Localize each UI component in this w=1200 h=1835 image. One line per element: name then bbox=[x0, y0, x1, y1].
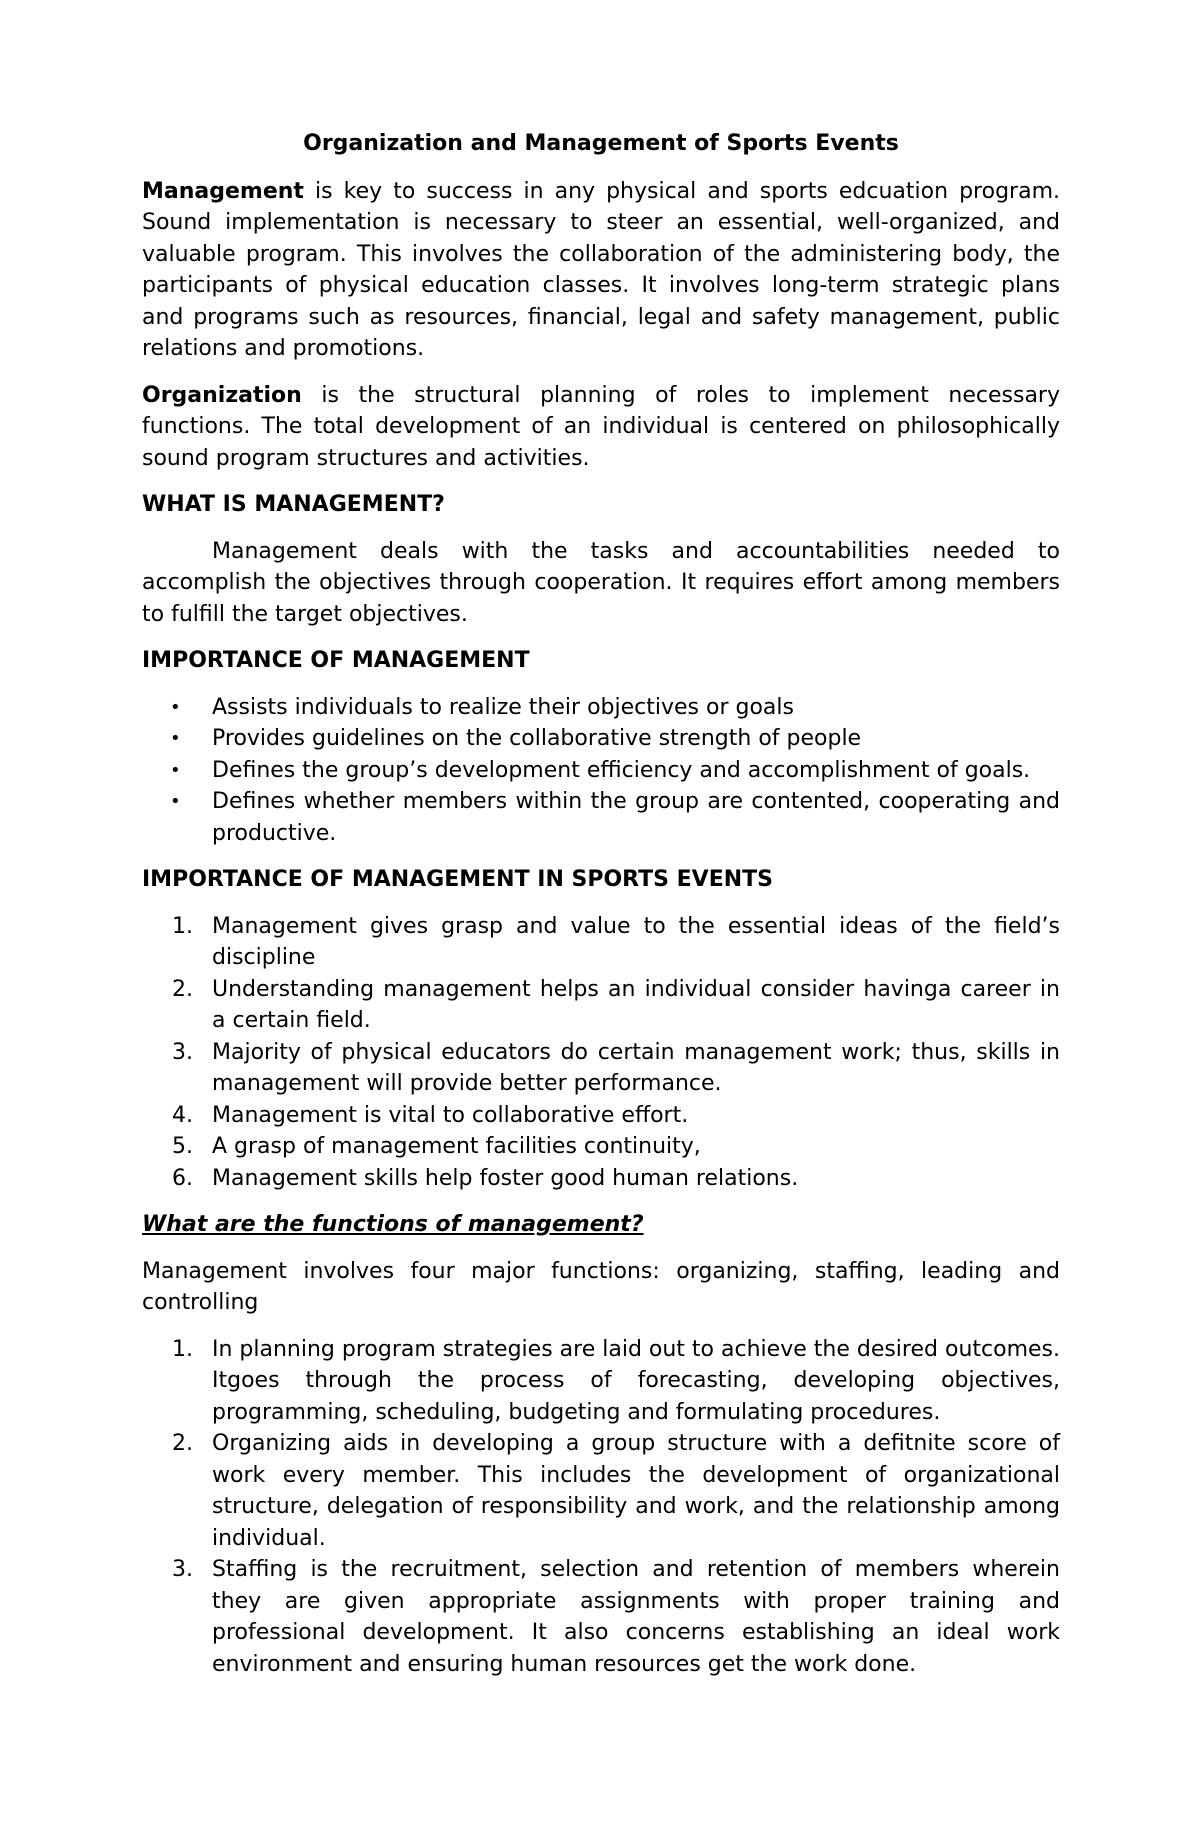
management-paragraph bbox=[142, 176, 1060, 365]
list-number: 4. bbox=[172, 1102, 193, 1128]
document-body bbox=[142, 128, 1060, 1695]
list-item: 2. Understanding management helps an individual consider havinga career in a certain field. bbox=[212, 974, 1060, 1037]
list-number: 1. bbox=[172, 913, 193, 939]
functions-list bbox=[142, 1334, 1060, 1681]
management-text: is key to success in any physical and sports edcuation program. Sound implementation is necessary to steer an essential, well-organized, and valuable program. This involves the collaboration of the administering body, the participants of physical education classes. It involves long-term strategic plans and programs such as resources, financial, legal and safety management, public relations and promotions. bbox=[142, 178, 1060, 361]
bullet-icon: • bbox=[170, 696, 181, 718]
list-item: • Assists individuals to realize their objectives or goals bbox=[212, 692, 1060, 724]
list-item: 4. Management is vital to collaborative effort. bbox=[212, 1100, 1060, 1132]
bullet-icon: • bbox=[170, 791, 181, 812]
list-item: 1. Management gives grasp and value to the essential ideas of the field’s discipline bbox=[212, 911, 1060, 974]
list-number: 2. bbox=[172, 976, 193, 1002]
organization-text: is the structural planning of roles to implement necessary functions. The total development of an individual is centered on philosophically sound program structures and activities. bbox=[142, 382, 1060, 471]
importance-sports-heading: IMPORTANCE OF MANAGEMENT IN SPORTS EVENTS bbox=[142, 867, 773, 892]
list-item: 3. Staffing is the recruitment, selection and retention of members wherein they are given appropriate assignments with proper training and professional development. It also concerns establishing an ideal work environment and ensuring human resources get the work done. bbox=[212, 1554, 1060, 1680]
importance-heading: IMPORTANCE OF MANAGEMENT bbox=[142, 648, 530, 673]
bullet-icon: • bbox=[170, 759, 181, 781]
what-is-management-paragraph: Management deals with the tasks and accountabilities needed to accomplish the objectives through cooperation. It requires effort among members to fulfill the target objectives. bbox=[142, 538, 1060, 627]
list-item: • Defines whether members within the group are contented, cooperating and productive. bbox=[212, 786, 1060, 849]
importance-list bbox=[142, 692, 1060, 850]
management-term: Management bbox=[142, 178, 304, 204]
list-item: 1. In planning program strategies are laid out to achieve the desired outcomes. Itgoes through the process of forecasting, developing objectives, programming, scheduling, budgeting and formulating procedures. bbox=[212, 1334, 1060, 1429]
bullet-icon: • bbox=[170, 728, 181, 749]
functions-intro: Management involves four major functions: organizing, staffing, leading and controlling bbox=[142, 1258, 1060, 1315]
what-is-management-heading: WHAT IS MANAGEMENT? bbox=[142, 492, 445, 517]
functions-heading: What are the functions of management? bbox=[142, 1212, 644, 1237]
list-number: 5. bbox=[172, 1134, 193, 1159]
organization-paragraph bbox=[142, 380, 1060, 475]
list-number: 6. bbox=[172, 1165, 193, 1191]
list-number: 3. bbox=[172, 1557, 193, 1582]
list-item: 6. Management skills help foster good human relations. bbox=[212, 1163, 1060, 1195]
list-number: 3. bbox=[172, 1039, 193, 1065]
list-item: 5. A grasp of management facilities continuity, bbox=[212, 1131, 1060, 1163]
list-number: 2. bbox=[172, 1431, 193, 1456]
organization-term: Organization bbox=[142, 382, 302, 408]
list-item: • Defines the group’s development efficiency and accomplishment of goals. bbox=[212, 755, 1060, 787]
list-item: • Provides guidelines on the collaborative strength of people bbox=[212, 723, 1060, 755]
list-item: 2. Organizing aids in developing a group structure with a defitnite score of work every member. This includes the development of organizational structure, delegation of responsibility and work, and the relationship among individual. bbox=[212, 1428, 1060, 1554]
importance-sports-list bbox=[142, 911, 1060, 1195]
list-item: 3. Majority of physical educators do certain management work; thus, skills in management will provide better performance. bbox=[212, 1037, 1060, 1100]
list-number: 1. bbox=[172, 1336, 193, 1362]
page-title: Organization and Management of Sports Events bbox=[303, 131, 899, 156]
